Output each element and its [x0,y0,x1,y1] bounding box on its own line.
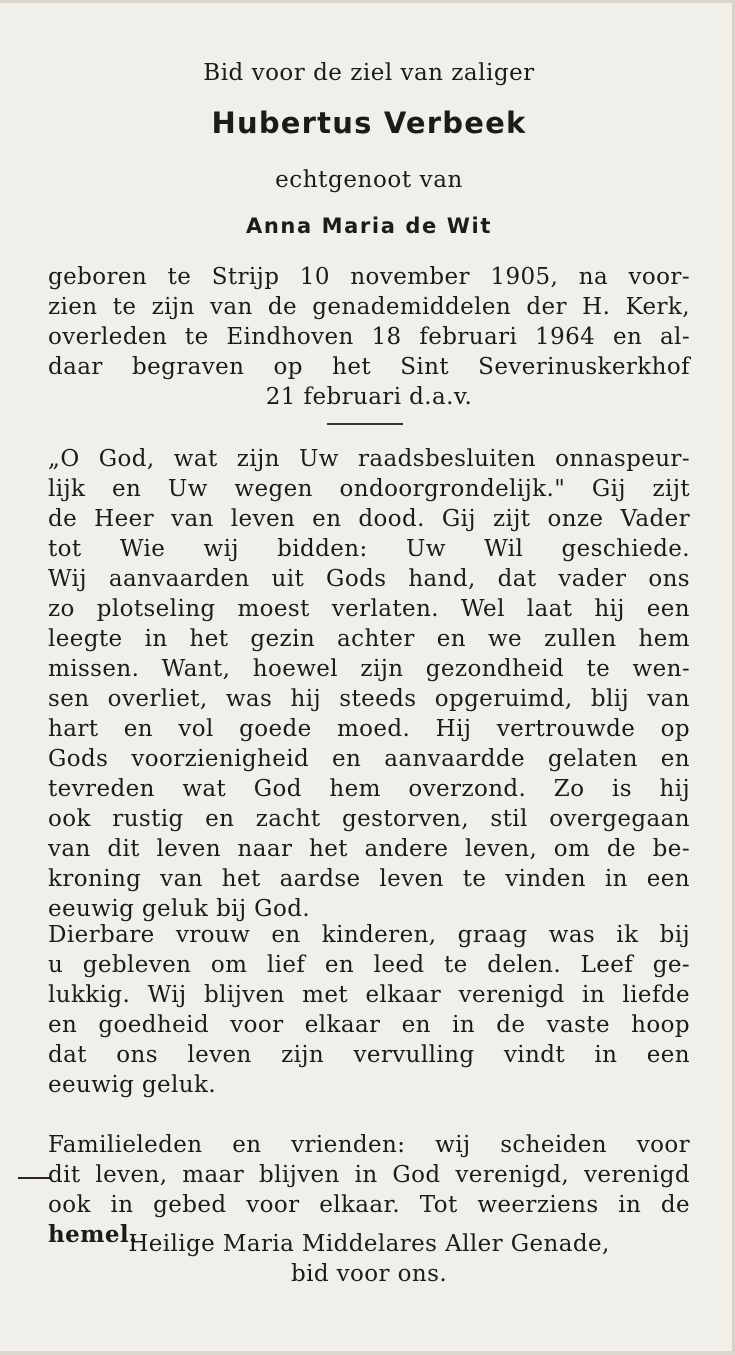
reflection-line: Wij aanvaarden uit Gods hand, dat vader ons [48,566,690,592]
deceased-name: Hubertus Verbeek [211,106,527,140]
reflection-line: tevreden wat God hem overzond. Zo is hij [48,776,690,802]
farewell-line: eeuwig geluk. [48,1072,217,1098]
reflection-line: de Heer van leven en dood. Gij zijt onze Vader [48,506,690,532]
reflection-line: van dit leven naar het andere leven, om de be- [48,836,690,862]
biography-line: 21 februari d.a.v. [265,384,473,410]
reflection-line: kroning van het aardse leven te vinden in een [48,866,690,892]
intro-line: Bid voor de ziel van zaliger [203,60,535,86]
biography-line: geboren te Strijp 10 november 1905, na voor- [48,264,690,290]
farewell-line: Dierbare vrouw en kinderen, graag was ik bij [48,922,690,948]
section-divider [327,423,403,425]
family-line: Familieleden en vrienden: wij scheiden voor [48,1132,690,1158]
farewell-line: u gebleven om lief en leed te delen. Leef ge- [48,952,690,978]
card-edge-top [0,0,735,3]
biography-line: zien te zijn van de genademiddelen der H. Kerk, [48,294,690,320]
farewell-paragraph [48,920,690,1100]
reflection-line: leegte in het gezin achter en we zullen hem [48,626,690,652]
reflection-line: eeuwig geluk bij God. [48,896,311,922]
farewell-line: dat ons leven zijn vervulling vindt in een [48,1042,690,1068]
spouse-of-label: echtgenoot van [275,167,463,193]
reflection-paragraph [48,444,690,924]
farewell-line: en goedheid voor elkaar en in de vaste hoop [48,1012,690,1038]
reflection-line: hart en vol goede moed. Hij vertrouwde op [48,716,690,742]
prayer-line: Heilige Maria Middelares Aller Genade, [128,1231,610,1257]
prayer-line: bid voor ons. [290,1261,448,1287]
spouse-name: Anna Maria de Wit [246,214,492,238]
farewell-line: lukkig. Wij blijven met elkaar verenigd in liefde [48,982,690,1008]
reflection-line: ook rustig en zacht gestorven, stil overgegaan [48,806,690,832]
reflection-line: Gods voorzienigheid en aanvaardde gelaten en [48,746,690,772]
reflection-line: missen. Want, hoewel zijn gezondheid te wen- [48,656,690,682]
closing-prayer [48,1229,690,1289]
reflection-line: tot Wie wij bidden: Uw Wil geschiede. [48,536,690,562]
biography-line: overleden te Eindhoven 18 februari 1964 en al- [48,324,690,350]
family-line: hemel. [48,1221,138,1248]
reflection-line: sen overliet, was hij steeds opgeruimd, blij van [48,686,690,712]
biography-line: daar begraven op het Sint Severinuskerkhof [48,354,690,380]
reflection-line: lijk en Uw wegen ondoorgrondelijk." Gij zijt [48,476,690,502]
family-line: dit leven, maar blijven in God verenigd, verenigd [48,1162,690,1188]
card-edge-bottom [0,1351,735,1355]
reflection-line: „O God, wat zijn Uw raadsbesluiten onnaspeur- [48,446,690,472]
biography-paragraph [48,262,690,412]
reflection-line: zo plotseling moest verlaten. Wel laat hij een [48,596,690,622]
margin-dash-mark [18,1177,50,1179]
family-line: ook in gebed voor elkaar. Tot weerziens in de [48,1192,690,1218]
